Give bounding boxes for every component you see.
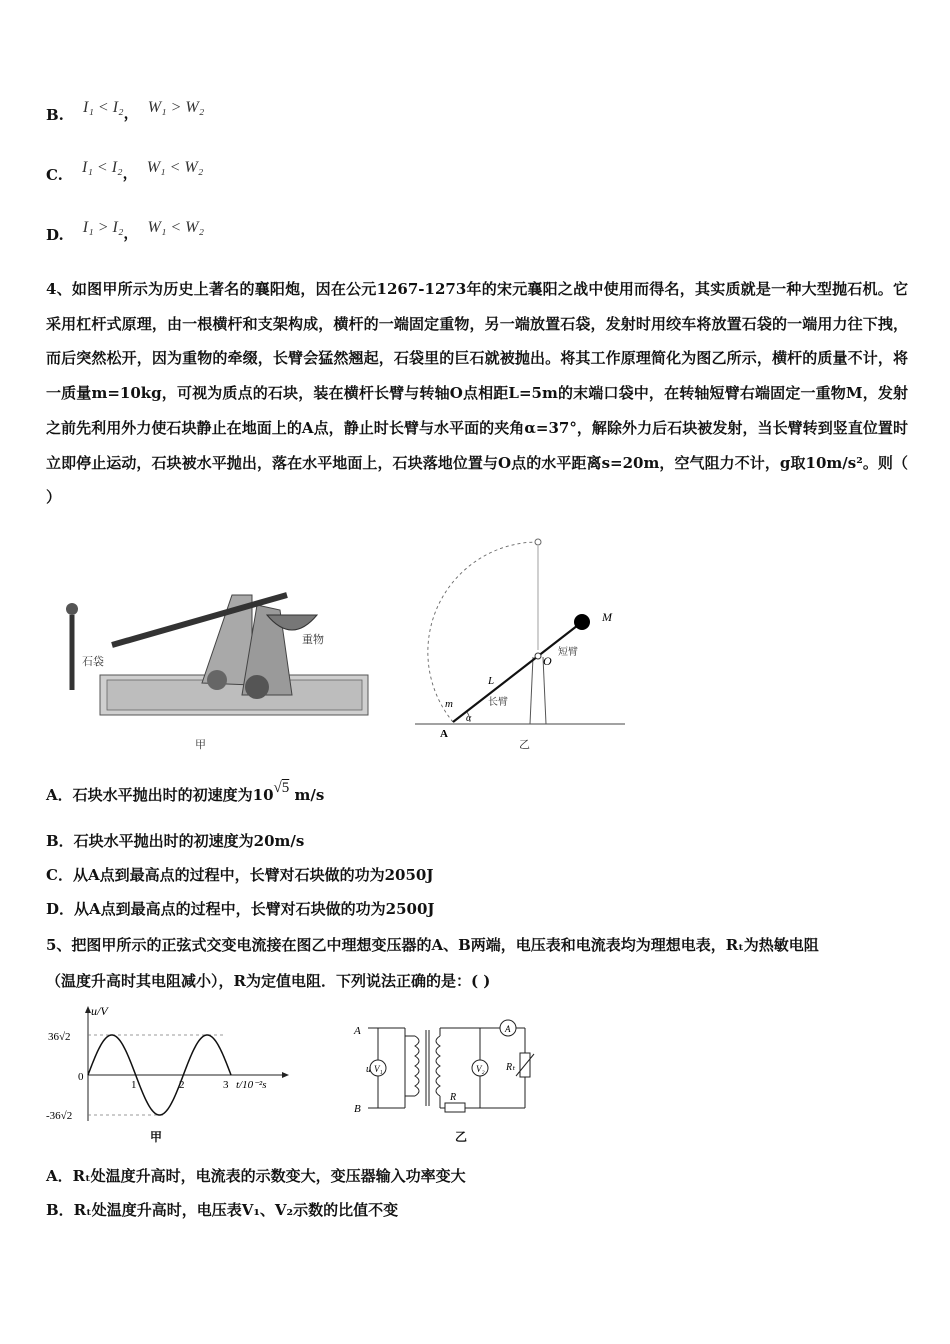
v2-label: V₂ bbox=[476, 1064, 485, 1074]
q3-option-c: C. I₁ < I₂， W₁ < W₂ bbox=[46, 159, 204, 184]
label-counterweight: 重物 bbox=[302, 634, 324, 646]
trebuchet-drawing bbox=[52, 575, 372, 755]
terminal-b-label: B bbox=[354, 1103, 361, 1115]
label-m: m bbox=[445, 698, 453, 710]
q4-option-b: B．石块水平抛出时的初速度为20m/s bbox=[46, 832, 305, 850]
lever-schematic bbox=[410, 532, 640, 762]
label-M: M bbox=[602, 610, 612, 624]
work-relation: W₁ < W₂ bbox=[147, 219, 205, 236]
option-label: C. bbox=[46, 166, 63, 184]
label-A: A bbox=[440, 728, 448, 740]
ymax-label: 36√2 bbox=[48, 1031, 71, 1043]
v1-label: V₁ bbox=[374, 1064, 383, 1074]
current-relation: I₁ > I₂ bbox=[82, 219, 124, 236]
option-a-text: A．石块水平抛出时的初速度为10 bbox=[46, 786, 274, 804]
ymin-label: -36√2 bbox=[46, 1110, 73, 1122]
tick-label-3: 3 bbox=[223, 1079, 229, 1091]
option-a-unit: m/s bbox=[294, 786, 325, 804]
sqrt-icon: √ bbox=[273, 780, 282, 796]
voltage-graph bbox=[46, 1003, 296, 1143]
tick-label-1: 1 bbox=[131, 1079, 137, 1091]
q4-option-c: C．从A点到最高点的过程中，长臂对石块做的功为2050J bbox=[46, 866, 434, 884]
work-relation: W₁ < W₂ bbox=[146, 159, 204, 176]
y-axis-label: u/V bbox=[91, 1004, 108, 1018]
current-relation: I₁ < I₂ bbox=[82, 159, 123, 176]
label-L: L bbox=[488, 675, 495, 687]
tick-label-2: 2 bbox=[179, 1079, 185, 1091]
label-stone-bag: 石袋 bbox=[82, 656, 104, 668]
trebuchet-illustration bbox=[52, 575, 372, 755]
label-O: O bbox=[543, 654, 552, 668]
q4-option-d: D．从A点到最高点的过程中，长臂对石块做的功为2500J bbox=[46, 900, 435, 918]
work-relation: W₁ > W₂ bbox=[147, 99, 205, 116]
circuit-diagram bbox=[350, 1018, 550, 1123]
x-axis-label: t/10⁻²s bbox=[236, 1079, 267, 1091]
lever-diagram bbox=[410, 532, 640, 762]
fig-jia-caption: 甲 bbox=[195, 738, 206, 751]
option-label: D. bbox=[46, 226, 64, 244]
q5-option-b: B．Rₜ处温度升高时，电压表V₁、V₂示数的比值不变 bbox=[46, 1201, 399, 1219]
option-label: B. bbox=[46, 106, 64, 124]
label-long-arm: 长臂 bbox=[488, 697, 508, 708]
transformer-circuit bbox=[350, 1018, 550, 1123]
resistor-r-label: R bbox=[450, 1092, 457, 1103]
u-label: u bbox=[366, 1064, 371, 1075]
ammeter-label: A bbox=[505, 1024, 511, 1034]
origin-label: 0 bbox=[78, 1071, 84, 1083]
sqrt-radicand: 5 bbox=[281, 780, 290, 796]
q5-stem-line1: 5、把图甲所示的正弦式交变电流接在图乙中理想变压器的A、B两端，电压表和电流表均为理想电表，Rₜ为热敏电阻 bbox=[46, 936, 819, 954]
label-short-arm: 短臂 bbox=[558, 647, 578, 658]
circuit-caption: 乙 bbox=[455, 1130, 468, 1144]
q3-option-d: D. I₁ > I₂， W₁ < W₂ bbox=[46, 219, 205, 244]
thermistor-label: Rₜ bbox=[506, 1062, 516, 1073]
terminal-a-label: A bbox=[354, 1025, 361, 1037]
q4-stem: 4、如图甲所示为历史上著名的襄阳炮，因在公元1267-1273年的宋元襄阳之战中使用而得名，其实质就是一种大型抛石机。它采用杠杆式原理，由一根横杆和支架构成，横杆的一端固定重物，另一端放置石袋，发射时用绞车将放置石袋的一端用力往下拽，而后突然松开，因为重物的牵缀，长臂会猛然翘起，石袋里的巨石就被抛出。将其工作原理简化为图乙所示，横杆的质量不计，将一质量m=10kg，可视为质点的石块，装在横杆长臂与转轴O点相距L=5m的末端口袋中，在转轴短臂右端固定一重物M，发射之前先利用外力使石块静止在地面上的A点，静止时长臂与水平面的夹角α=37°，解除外力后石块被发射，当长臂转到竖直位置时立即停止运动，石块被水平抛出，落在水平地面上，石块落地位置与O点的水平距离s=20m，空气阻力不计，g取10m/s²。则（ ） bbox=[46, 280, 908, 507]
q3-option-b: B. I₁ < I₂， W₁ > W₂ bbox=[46, 99, 205, 124]
fig-yi-caption: 乙 bbox=[519, 738, 530, 751]
label-alpha: α bbox=[466, 713, 472, 724]
graph-caption: 甲 bbox=[150, 1130, 163, 1144]
sine-chart bbox=[46, 1003, 296, 1143]
q5-stem-line2: （温度升高时其电阻减小），R为定值电阻．下列说法正确的是：( ) bbox=[46, 972, 491, 990]
q4-option-a bbox=[46, 780, 325, 805]
current-relation: I₁ < I₂ bbox=[83, 99, 124, 116]
q5-option-a: A．Rₜ处温度升高时，电流表的示数变大，变压器输入功率变大 bbox=[46, 1167, 466, 1185]
